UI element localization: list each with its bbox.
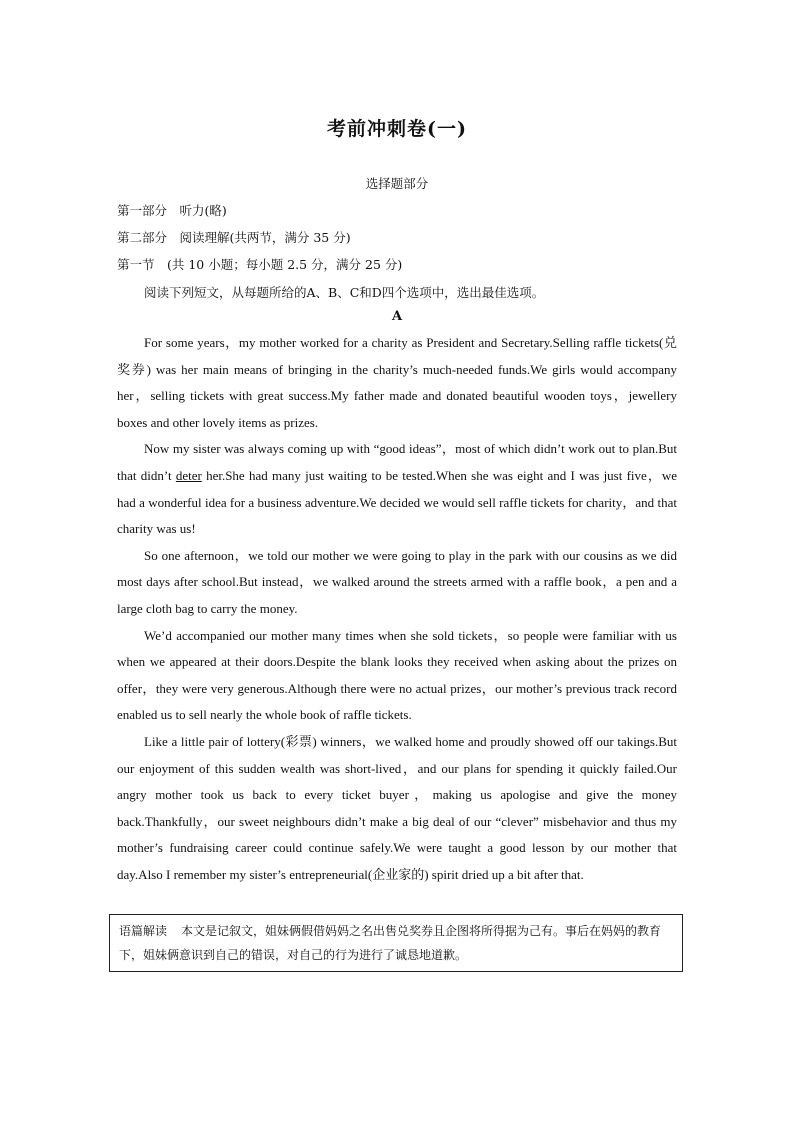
paragraph-4: We’d accompanied our mother many times when she sold tickets，so people were familiar with us when we appeared at their doors.Despite the blank looks they received when asking about the prizes on offer，they were very generous.Although there were no actual prizes，our mother’s previous track record enabled us to sell nearly the whole book of raffle tickets. [117, 627, 677, 723]
section1-heading: 第一节 (共 10 小题；每小题 2.5 分，满分 25 分) [117, 257, 403, 272]
passage-text [117, 330, 677, 888]
part2-heading: 第二部分 阅读理解(共两节，满分 35 分) [117, 230, 351, 245]
paragraph-5: Like a little pair of lottery(彩票) winners，we walked home and proudly showed off our takings.But our enjoyment of this sudden wealth was short-lived，and our plans for spending it quickly failed.Our angry mother took us back to every ticket buyer，making us apologise and give the money back.Thankfully，our sweet neighbours didn’t make a big deal of our “clever” misbehavior and thus my mother’s fundraising career could continue safely.We were taught a good lesson by our mother that day.Also I remember my sister’s entrepreneurial(企业家的) spirit dried up a bit after that. [117, 733, 677, 882]
page-title: 考前冲刺卷(一) [327, 118, 467, 140]
paragraph-2 [117, 436, 677, 542]
instruction-text: 阅读下列短文，从每题所给的A、B、C和D四个选项中，选出最佳选项。 [144, 285, 545, 300]
paragraph-1: For some years，my mother worked for a charity as President and Secretary.Selling raffle tickets(兑奖券) was her main means of bringing in the charity’s much-needed funds.We girls would accompany her，selling tickets with great success.My father made and donated beautiful wooden toys，jewellery boxes and other lovely items as prizes. [117, 335, 677, 430]
paragraph-2-part-b: her.She had many just waiting to be tested.When she was eight and I was just five，we had a wonderful idea for a business adventure.We decided we would sell raffle tickets for charity，and that charity was us! [117, 467, 677, 537]
passage-label: A [391, 309, 403, 324]
paragraph-3: So one afternoon，we told our mother we were going to play in the park with our cousins as we did most days after school.But instead，we walked around the streets armed with a raffle book，a pen and a large cloth bag to carry the money. [117, 547, 677, 616]
underlined-word: deter [175, 467, 202, 483]
analysis-box [109, 914, 683, 972]
section-subtitle: 选择题部分 [365, 176, 429, 191]
paragraph-2-part-a: Now my sister was always coming up with “good ideas”，most of which didn’t work out to plan.But that didn’t [117, 441, 677, 483]
analysis-label: 语篇解读 [119, 924, 168, 938]
part1-heading: 第一部分 听力(略) [117, 203, 227, 218]
analysis-text: 本文是记叙文，姐妹俩假借妈妈之名出售兑奖券且企图将所得据为己有。事后在妈妈的教育下，姐妹俩意识到自己的错误，对自己的行为进行了诚恳地道歉。 [119, 924, 662, 962]
